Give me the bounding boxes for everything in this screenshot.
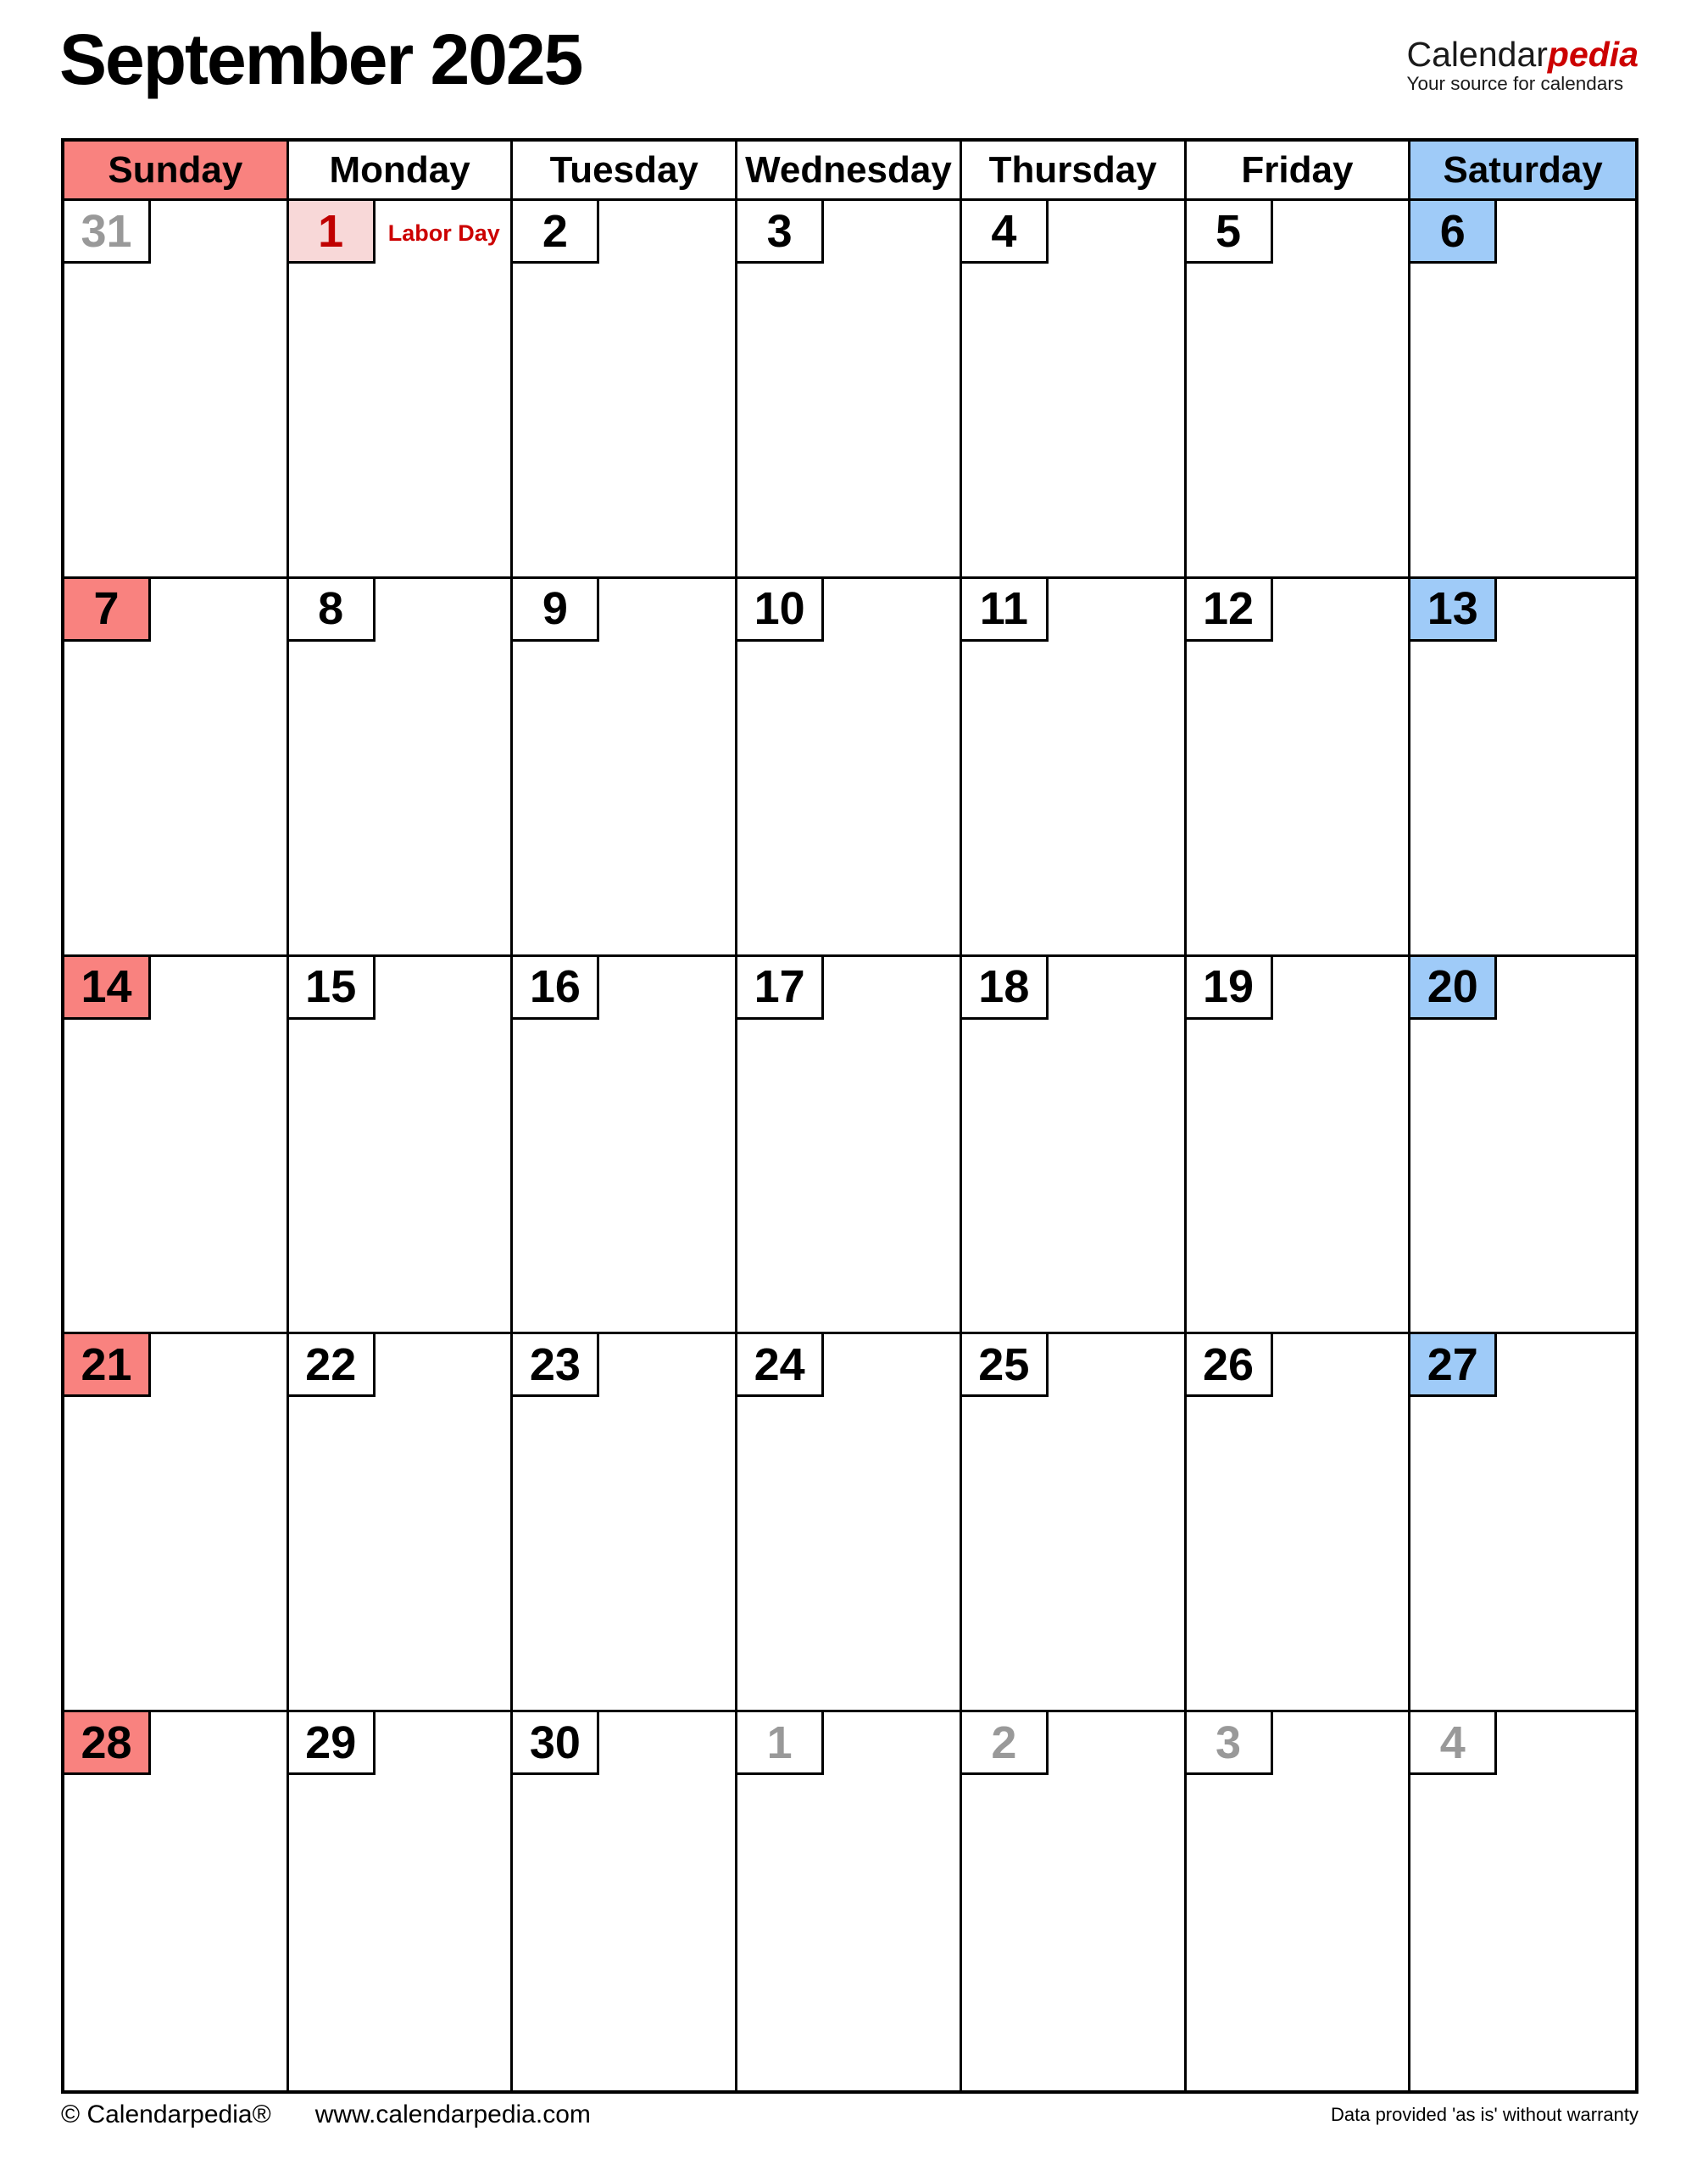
day-cell: [962, 201, 1187, 579]
day-cell: [289, 1334, 514, 1712]
weekday-header-friday: Friday: [1187, 142, 1411, 201]
day-number: 7: [93, 583, 120, 635]
logo-text-red: pedia: [1547, 35, 1638, 74]
day-cell: [737, 1334, 962, 1712]
day-number: 25: [978, 1338, 1030, 1390]
day-number: 21: [81, 1338, 132, 1390]
logo-text-black: Calendar: [1406, 35, 1548, 74]
day-cell: [1187, 579, 1411, 957]
day-number: 3: [766, 205, 793, 257]
day-cell: [737, 957, 962, 1335]
day-cell: [962, 1712, 1187, 2090]
logo-tagline: Your source for calendars: [1406, 73, 1624, 94]
day-number-box: [513, 1712, 599, 1775]
holiday-label: Labor Day: [387, 220, 500, 246]
day-number: 23: [529, 1338, 581, 1390]
day-number-box: [513, 201, 599, 264]
day-cell: [513, 957, 737, 1335]
day-number: 4: [1439, 1717, 1466, 1768]
footer-left: [61, 2100, 591, 2129]
day-number-box: [962, 1334, 1049, 1397]
day-cell: [64, 201, 289, 579]
day-number-box: [64, 201, 151, 264]
day-cell: [513, 579, 737, 957]
calendar-grid: [61, 138, 1638, 2094]
day-number: 22: [305, 1338, 357, 1390]
day-number: 18: [978, 961, 1030, 1013]
day-number-box: [289, 201, 376, 264]
day-number-box: [513, 1334, 599, 1397]
day-number-box: [737, 1712, 824, 1775]
day-number: 28: [81, 1717, 132, 1768]
day-number-box: [1410, 957, 1497, 1020]
day-number: 11: [979, 583, 1028, 635]
day-number-box: [1187, 1712, 1273, 1775]
day-cell: [513, 1712, 737, 2090]
day-number-box: [64, 579, 151, 642]
day-cell: [1187, 1712, 1411, 2090]
day-cell: [289, 579, 514, 957]
day-number-box: [737, 957, 824, 1020]
day-cell: [737, 579, 962, 957]
day-number-box: [289, 1334, 376, 1397]
day-number: 31: [81, 205, 132, 257]
day-number: 14: [81, 961, 132, 1013]
day-cell: [289, 201, 514, 579]
day-number-box: [513, 957, 599, 1020]
day-number-box: [64, 1334, 151, 1397]
day-number: 27: [1427, 1338, 1478, 1390]
day-number: 1: [766, 1717, 793, 1768]
day-cell: [1410, 1712, 1635, 2090]
day-number-box: [962, 957, 1049, 1020]
day-number: 13: [1427, 583, 1478, 635]
day-cell: [1410, 201, 1635, 579]
day-cell: [289, 957, 514, 1335]
day-cell: [1187, 1334, 1411, 1712]
day-number: 26: [1203, 1338, 1255, 1390]
calendarpedia-logo: [1407, 37, 1638, 95]
day-number: 19: [1203, 961, 1255, 1013]
day-number-box: [1410, 1712, 1497, 1775]
day-number-box: [1410, 579, 1497, 642]
footer-disclaimer: Data provided 'as is' without warranty: [1330, 2104, 1638, 2125]
page-title: September 2025: [59, 19, 582, 99]
day-cell: [64, 957, 289, 1335]
day-cell: [513, 201, 737, 579]
day-number-box: [1187, 201, 1273, 264]
day-number-box: [962, 579, 1049, 642]
day-number: 3: [1216, 1717, 1242, 1768]
weekday-header-wednesday: Wednesday: [737, 142, 962, 201]
day-number: 5: [1216, 205, 1242, 257]
day-number: 15: [305, 961, 357, 1013]
day-number: 4: [991, 205, 1017, 257]
day-number: 16: [529, 961, 581, 1013]
day-number-box: [1410, 1334, 1497, 1397]
day-cell: [1410, 957, 1635, 1335]
day-number-box: [962, 201, 1049, 264]
day-cell: [1410, 1334, 1635, 1712]
day-number: 8: [318, 583, 344, 635]
weekday-header-sunday: Sunday: [64, 142, 289, 201]
day-number-box: [64, 957, 151, 1020]
day-number-box: [513, 579, 599, 642]
day-number-box: [737, 1334, 824, 1397]
day-number: 1: [318, 205, 344, 257]
day-number: 2: [542, 205, 568, 257]
footer-copyright: © Calendarpedia®: [61, 2100, 271, 2128]
day-number-box: [1187, 579, 1273, 642]
day-number-box: [962, 1712, 1049, 1775]
day-number-box: [289, 579, 376, 642]
day-cell: [962, 579, 1187, 957]
day-cell: [289, 1712, 514, 2090]
day-cell: [962, 957, 1187, 1335]
day-cell: [737, 1712, 962, 2090]
day-number-box: [1410, 201, 1497, 264]
day-cell: [1410, 579, 1635, 957]
day-cell: [64, 1334, 289, 1712]
weekday-header-tuesday: Tuesday: [513, 142, 737, 201]
weekday-header-saturday: Saturday: [1410, 142, 1635, 201]
day-number: 20: [1427, 961, 1478, 1013]
footer-url: www.calendarpedia.com: [314, 2100, 591, 2128]
day-number-box: [1187, 1334, 1273, 1397]
weekday-header-monday: Monday: [289, 142, 514, 201]
day-number: 9: [542, 583, 568, 635]
day-number: 10: [754, 583, 805, 635]
day-cell: [737, 201, 962, 579]
day-number: 6: [1439, 205, 1466, 257]
logo-wordmark: [1407, 37, 1638, 72]
day-number: 12: [1203, 583, 1255, 635]
day-number: 17: [754, 961, 805, 1013]
day-number-box: [64, 1712, 151, 1775]
day-cell: [962, 1334, 1187, 1712]
day-number-box: [1187, 957, 1273, 1020]
day-number: 29: [305, 1717, 357, 1768]
day-number-box: [289, 957, 376, 1020]
day-cell: [1187, 201, 1411, 579]
day-number-box: [737, 201, 824, 264]
day-cell: [64, 1712, 289, 2090]
day-number-box: [289, 1712, 376, 1775]
weekday-header-thursday: Thursday: [962, 142, 1187, 201]
day-cell: [64, 579, 289, 957]
day-number-box: [737, 579, 824, 642]
day-number: 30: [529, 1717, 581, 1768]
day-cell: [513, 1334, 737, 1712]
day-number: 24: [754, 1338, 805, 1390]
day-number: 2: [991, 1717, 1017, 1768]
day-cell: [1187, 957, 1411, 1335]
